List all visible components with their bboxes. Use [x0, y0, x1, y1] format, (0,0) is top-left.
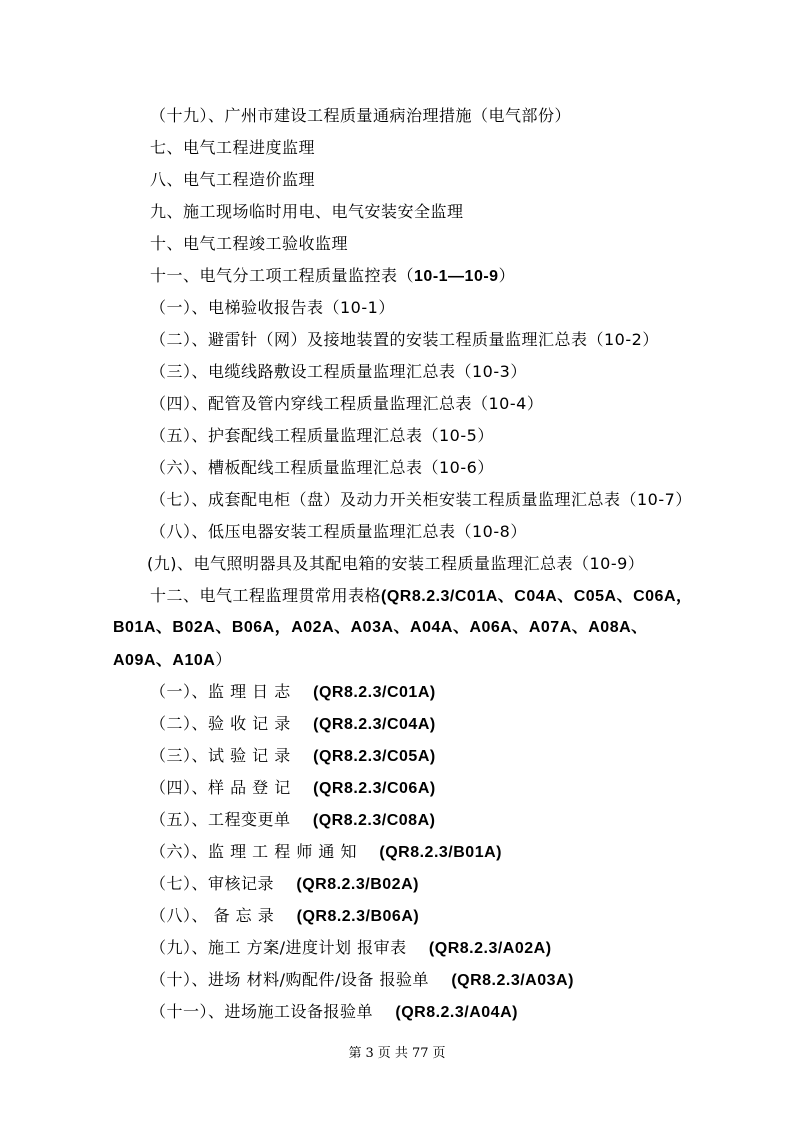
form-name: （四）、样 品 登 记 — [150, 778, 291, 797]
toc-line — [113, 650, 232, 671]
toc-line: 九、施工现场临时用电、电气安装安全监理 — [150, 202, 464, 221]
toc-line: （一）、电梯验收报告表（10-1） — [150, 298, 395, 317]
form-code: (QR8.2.3/C08A) — [312, 812, 436, 829]
toc-line: （二）、避雷针（网）及接地装置的安装工程质量监理汇总表（10-2） — [150, 330, 659, 349]
toc-line: 八、电气工程造价监理 — [150, 170, 316, 189]
form-code: (QR8.2.3/A04A) — [395, 1004, 518, 1021]
form-line — [150, 746, 436, 767]
toc-line: （五）、护套配线工程质量监理汇总表（10-5） — [150, 426, 494, 445]
toc-line: （七）、成套配电柜（盘）及动力开关柜安装工程质量监理汇总表（10-7） — [150, 490, 692, 509]
form-name: （三）、试 验 记 录 — [150, 746, 291, 765]
toc-line — [150, 266, 515, 287]
page-number: 3 — [365, 1046, 374, 1061]
form-code: (QR8.2.3/C04A) — [313, 716, 436, 733]
toc-line — [150, 586, 693, 607]
toc-line: 十、电气工程竣工验收监理 — [150, 234, 349, 253]
toc-line: （十九）、广州市建设工程质量通病治理措施（电气部份） — [150, 106, 572, 125]
form-name: （一）、监 理 日 志 — [150, 682, 291, 701]
form-code: (QR8.2.3/A03A) — [451, 972, 574, 989]
toc-line-text: 十二、电气工程监理贯常用表格 — [150, 586, 382, 605]
form-name: （八）、 备 忘 录 — [150, 906, 275, 925]
form-name: （九）、施工 方案/进度计划 报审表 — [150, 938, 407, 957]
form-name: （十一）、进场施工设备报验单 — [150, 1002, 374, 1021]
form-code: (QR8.2.3/C06A) — [313, 780, 436, 797]
toc-line: （八）、低压电器安装工程质量监理汇总表（10-8） — [150, 522, 527, 541]
form-name: （五）、工程变更单 — [150, 810, 291, 829]
form-line — [150, 842, 502, 863]
toc-line-code: A09A、A10A — [113, 652, 216, 669]
form-line — [150, 970, 574, 991]
form-code: (QR8.2.3/C05A) — [313, 748, 436, 765]
toc-line: (九)、电气照明器具及其配电箱的安装工程质量监理汇总表（10-9） — [147, 554, 645, 573]
form-code: (QR8.2.3/C01A) — [313, 684, 436, 701]
footer-mid: 页 共 — [377, 1046, 408, 1061]
toc-line-code: 10-1—10-9 — [414, 268, 499, 285]
form-line — [150, 1002, 518, 1023]
toc-line-code: B01A、B02A、B06A，A02A、A03A、A04A、A06A、A07A、A08A、 — [113, 619, 648, 636]
form-line — [150, 874, 419, 895]
form-line — [150, 906, 419, 927]
form-line — [150, 682, 436, 703]
footer-suffix: 页 — [432, 1046, 446, 1061]
form-line — [150, 938, 552, 959]
toc-line: 七、电气工程进度监理 — [150, 138, 316, 157]
form-code: (QR8.2.3/B06A) — [296, 908, 420, 925]
toc-line: （六）、槽板配线工程质量监理汇总表（10-6） — [150, 458, 494, 477]
form-line — [150, 810, 435, 831]
form-line — [150, 714, 436, 735]
page-total: 77 — [411, 1046, 429, 1061]
footer-prefix: 第 — [348, 1046, 362, 1061]
form-name: （十）、进场 材料/购配件/设备 报验单 — [150, 970, 429, 989]
form-name: （六）、监 理 工 程 师 通 知 — [150, 842, 358, 861]
form-name: （七）、审核记录 — [150, 874, 275, 893]
form-code: (QR8.2.3/B01A) — [379, 844, 502, 861]
toc-line-text: ） — [215, 650, 232, 669]
toc-line: （三）、电缆线路敷设工程质量监理汇总表（10-3） — [150, 362, 527, 381]
toc-line-code: (QR8.2.3/C01A、C04A、C05A、C06A， — [381, 588, 693, 605]
toc-line-text: ） — [498, 266, 516, 285]
form-code: (QR8.2.3/A02A) — [428, 940, 552, 957]
toc-line-text: 十一、电气分工项工程质量监控表（ — [150, 266, 415, 285]
form-line — [150, 778, 436, 799]
form-code: (QR8.2.3/B02A) — [296, 876, 419, 893]
form-name: （二）、验 收 记 录 — [150, 714, 291, 733]
page-footer — [0, 1042, 794, 1061]
toc-line: （四）、配管及管内穿线工程质量监理汇总表（10-4） — [150, 394, 544, 413]
